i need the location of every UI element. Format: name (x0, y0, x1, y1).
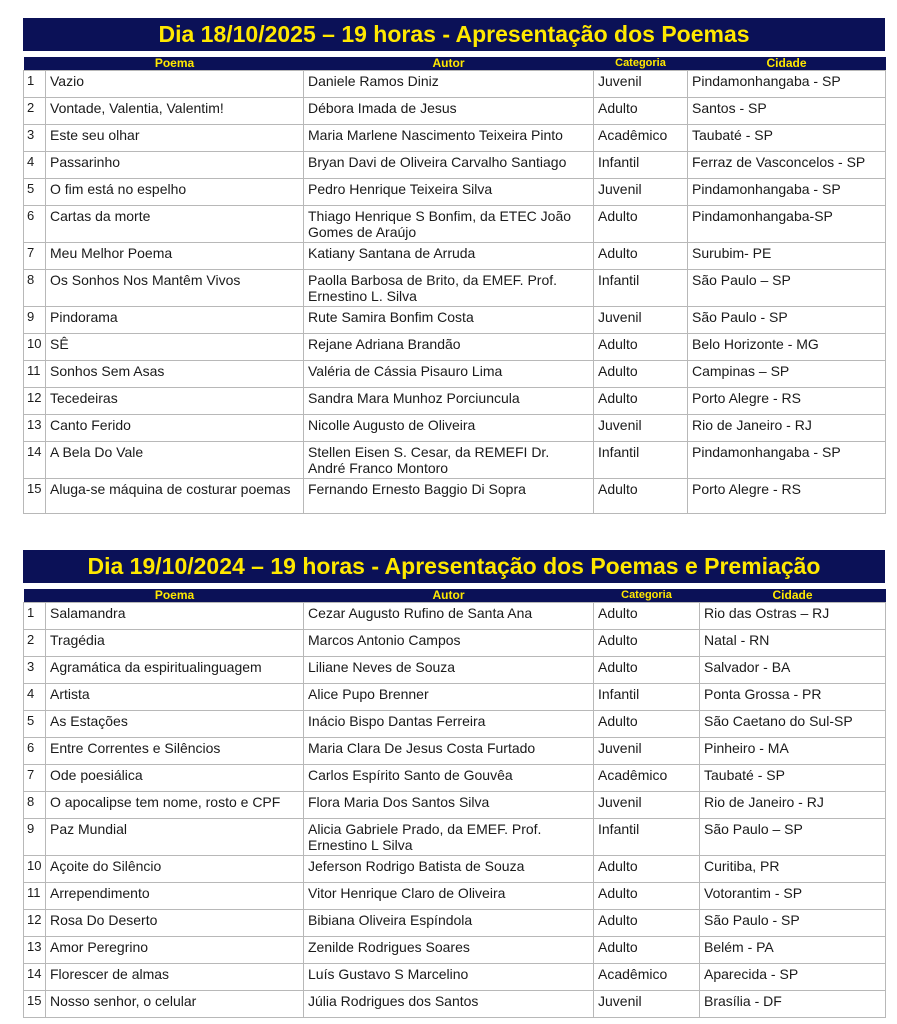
cell-poema: As Estações (46, 711, 304, 738)
cell-num: 14 (24, 964, 46, 991)
cell-num: 1 (24, 603, 46, 630)
cell-categoria: Adulto (594, 711, 700, 738)
cell-autor: Vitor Henrique Claro de Oliveira (304, 883, 594, 910)
cell-categoria: Adulto (594, 361, 688, 388)
cell-cidade: Rio de Janeiro - RJ (700, 792, 886, 819)
cell-categoria: Infantil (594, 819, 700, 856)
header-cidade: Cidade (700, 589, 886, 603)
table-row (24, 964, 886, 991)
cell-num: 8 (24, 792, 46, 819)
section-title: Dia 19/10/2024 – 19 horas - Apresentação dos Poemas e Premiação (23, 550, 885, 583)
table-row (24, 856, 886, 883)
cell-num: 11 (24, 361, 46, 388)
header-poema: Poema (46, 57, 304, 71)
cell-cidade: Taubaté - SP (700, 765, 886, 792)
cell-poema: Canto Ferido (46, 415, 304, 442)
table-row (24, 361, 886, 388)
cell-cidade: Pindamonhangaba - SP (688, 71, 886, 98)
table-row (24, 388, 886, 415)
table-header-row (24, 57, 886, 71)
table-row (24, 711, 886, 738)
cell-autor: Flora Maria Dos Santos Silva (304, 792, 594, 819)
table-row (24, 442, 886, 479)
cell-num: 7 (24, 765, 46, 792)
cell-num: 6 (24, 206, 46, 243)
table-row (24, 630, 886, 657)
cell-num: 2 (24, 630, 46, 657)
cell-categoria: Adulto (594, 603, 700, 630)
cell-autor: Paolla Barbosa de Brito, da EMEF. Prof. Ernestino L. Silva (304, 270, 594, 307)
cell-autor: Maria Marlene Nascimento Teixeira Pinto (304, 125, 594, 152)
section-day-1 (23, 18, 885, 514)
section-day-2 (23, 550, 885, 1018)
cell-categoria: Juvenil (594, 738, 700, 765)
header-categoria: Categoria (594, 57, 688, 71)
cell-categoria: Acadêmico (594, 125, 688, 152)
cell-poema: Paz Mundial (46, 819, 304, 856)
cell-num: 10 (24, 334, 46, 361)
table-row (24, 179, 886, 206)
cell-poema: Vontade, Valentia, Valentim! (46, 98, 304, 125)
cell-autor: Rejane Adriana Brandão (304, 334, 594, 361)
cell-num: 15 (24, 479, 46, 514)
cell-num: 14 (24, 442, 46, 479)
cell-categoria: Adulto (594, 479, 688, 514)
cell-poema: Entre Correntes e Silêncios (46, 738, 304, 765)
cell-autor: Débora Imada de Jesus (304, 98, 594, 125)
cell-poema: Rosa Do Deserto (46, 910, 304, 937)
cell-cidade: Porto Alegre - RS (688, 388, 886, 415)
cell-cidade: Rio de Janeiro - RJ (688, 415, 886, 442)
cell-cidade: Salvador - BA (700, 657, 886, 684)
cell-poema: Arrependimento (46, 883, 304, 910)
cell-num: 13 (24, 415, 46, 442)
cell-autor: Thiago Henrique S Bonfim, da ETEC João Gomes de Araújo (304, 206, 594, 243)
cell-cidade: Votorantim - SP (700, 883, 886, 910)
cell-categoria: Adulto (594, 856, 700, 883)
cell-categoria: Adulto (594, 243, 688, 270)
cell-poema: O apocalipse tem nome, rosto e CPF (46, 792, 304, 819)
cell-cidade: Pinheiro - MA (700, 738, 886, 765)
cell-autor: Sandra Mara Munhoz Porciuncula (304, 388, 594, 415)
cell-autor: Inácio Bispo Dantas Ferreira (304, 711, 594, 738)
cell-autor: Katiany Santana de Arruda (304, 243, 594, 270)
cell-cidade: Porto Alegre - RS (688, 479, 886, 514)
cell-cidade: Brasília - DF (700, 991, 886, 1018)
cell-num: 12 (24, 910, 46, 937)
cell-poema: Sonhos Sem Asas (46, 361, 304, 388)
cell-categoria: Juvenil (594, 792, 700, 819)
table-row (24, 910, 886, 937)
cell-autor: Rute Samira Bonfim Costa (304, 307, 594, 334)
cell-categoria: Adulto (594, 630, 700, 657)
cell-num: 3 (24, 125, 46, 152)
table-row (24, 657, 886, 684)
table-row (24, 334, 886, 361)
cell-categoria: Adulto (594, 883, 700, 910)
cell-categoria: Adulto (594, 334, 688, 361)
header-cidade: Cidade (688, 57, 886, 71)
table-body (24, 71, 886, 514)
cell-categoria: Adulto (594, 937, 700, 964)
cell-autor: Maria Clara De Jesus Costa Furtado (304, 738, 594, 765)
table-row (24, 243, 886, 270)
cell-categoria: Juvenil (594, 307, 688, 334)
cell-autor: Cezar Augusto Rufino de Santa Ana (304, 603, 594, 630)
cell-poema: Artista (46, 684, 304, 711)
cell-poema: Cartas da morte (46, 206, 304, 243)
cell-autor: Luís Gustavo S Marcelino (304, 964, 594, 991)
cell-cidade: Pindamonhangaba-SP (688, 206, 886, 243)
cell-autor: Marcos Antonio Campos (304, 630, 594, 657)
cell-num: 8 (24, 270, 46, 307)
table-row (24, 684, 886, 711)
cell-poema: SÊ (46, 334, 304, 361)
table-row (24, 415, 886, 442)
cell-poema: Amor Peregrino (46, 937, 304, 964)
cell-cidade: Natal - RN (700, 630, 886, 657)
cell-poema: Tecedeiras (46, 388, 304, 415)
cell-cidade: São Paulo – SP (700, 819, 886, 856)
cell-num: 9 (24, 307, 46, 334)
cell-num: 4 (24, 152, 46, 179)
cell-cidade: Campinas – SP (688, 361, 886, 388)
cell-num: 2 (24, 98, 46, 125)
cell-poema: Tragédia (46, 630, 304, 657)
cell-num: 3 (24, 657, 46, 684)
cell-categoria: Juvenil (594, 71, 688, 98)
header-num (24, 589, 46, 603)
table-row (24, 937, 886, 964)
cell-cidade: São Paulo – SP (688, 270, 886, 307)
cell-num: 12 (24, 388, 46, 415)
cell-categoria: Acadêmico (594, 765, 700, 792)
cell-autor: Bibiana Oliveira Espíndola (304, 910, 594, 937)
header-autor: Autor (304, 589, 594, 603)
cell-categoria: Infantil (594, 270, 688, 307)
cell-poema: Pindorama (46, 307, 304, 334)
cell-autor: Bryan Davi de Oliveira Carvalho Santiago (304, 152, 594, 179)
cell-num: 9 (24, 819, 46, 856)
table-row (24, 206, 886, 243)
table-row (24, 98, 886, 125)
cell-cidade: Ferraz de Vasconcelos - SP (688, 152, 886, 179)
cell-cidade: Ponta Grossa - PR (700, 684, 886, 711)
table-row (24, 792, 886, 819)
cell-poema: Passarinho (46, 152, 304, 179)
cell-poema: Vazio (46, 71, 304, 98)
table-row (24, 307, 886, 334)
table-row (24, 883, 886, 910)
cell-num: 7 (24, 243, 46, 270)
cell-categoria: Adulto (594, 657, 700, 684)
cell-autor: Pedro Henrique Teixeira Silva (304, 179, 594, 206)
cell-cidade: Pindamonhangaba - SP (688, 179, 886, 206)
cell-cidade: Curitiba, PR (700, 856, 886, 883)
cell-num: 13 (24, 937, 46, 964)
cell-cidade: Belo Horizonte - MG (688, 334, 886, 361)
cell-poema: Agramática da espiritualinguagem (46, 657, 304, 684)
cell-poema: Este seu olhar (46, 125, 304, 152)
table-body (24, 603, 886, 1018)
cell-num: 6 (24, 738, 46, 765)
cell-cidade: Belém - PA (700, 937, 886, 964)
cell-poema: Açoite do Silêncio (46, 856, 304, 883)
header-autor: Autor (304, 57, 594, 71)
cell-cidade: Taubaté - SP (688, 125, 886, 152)
header-poema: Poema (46, 589, 304, 603)
cell-autor: Alice Pupo Brenner (304, 684, 594, 711)
cell-categoria: Adulto (594, 388, 688, 415)
cell-poema: Aluga-se máquina de costurar poemas (46, 479, 304, 514)
cell-autor: Júlia Rodrigues dos Santos (304, 991, 594, 1018)
cell-autor: Valéria de Cássia Pisauro Lima (304, 361, 594, 388)
cell-num: 4 (24, 684, 46, 711)
table-header-row (24, 589, 886, 603)
cell-poema: Os Sonhos Nos Mantêm Vivos (46, 270, 304, 307)
cell-poema: Florescer de almas (46, 964, 304, 991)
table-row (24, 479, 886, 514)
table-row (24, 738, 886, 765)
table-row (24, 270, 886, 307)
cell-num: 15 (24, 991, 46, 1018)
cell-cidade: São Paulo - SP (700, 910, 886, 937)
header-categoria: Categoria (594, 589, 700, 603)
cell-autor: Stellen Eisen S. Cesar, da REMEFI Dr. André Franco Montoro (304, 442, 594, 479)
cell-categoria: Juvenil (594, 991, 700, 1018)
cell-categoria: Adulto (594, 206, 688, 243)
cell-cidade: Rio das Ostras – RJ (700, 603, 886, 630)
cell-poema: Nosso senhor, o celular (46, 991, 304, 1018)
section-title: Dia 18/10/2025 – 19 horas - Apresentação dos Poemas (23, 18, 885, 51)
table-row (24, 765, 886, 792)
cell-autor: Alicia Gabriele Prado, da EMEF. Prof. Ernestino L Silva (304, 819, 594, 856)
cell-autor: Carlos Espírito Santo de Gouvêa (304, 765, 594, 792)
cell-cidade: Surubim- PE (688, 243, 886, 270)
cell-categoria: Infantil (594, 152, 688, 179)
cell-categoria: Adulto (594, 910, 700, 937)
poems-table (23, 589, 886, 1018)
cell-categoria: Juvenil (594, 415, 688, 442)
cell-poema: Ode poesiálica (46, 765, 304, 792)
cell-num: 5 (24, 179, 46, 206)
table-row (24, 125, 886, 152)
cell-num: 10 (24, 856, 46, 883)
cell-categoria: Infantil (594, 442, 688, 479)
cell-cidade: São Caetano do Sul-SP (700, 711, 886, 738)
cell-autor: Liliane Neves de Souza (304, 657, 594, 684)
cell-poema: Meu Melhor Poema (46, 243, 304, 270)
cell-cidade: Santos - SP (688, 98, 886, 125)
cell-autor: Nicolle Augusto de Oliveira (304, 415, 594, 442)
cell-autor: Fernando Ernesto Baggio Di Sopra (304, 479, 594, 514)
header-num (24, 57, 46, 71)
cell-autor: Zenilde Rodrigues Soares (304, 937, 594, 964)
cell-categoria: Adulto (594, 98, 688, 125)
table-row (24, 152, 886, 179)
cell-categoria: Infantil (594, 684, 700, 711)
cell-categoria: Acadêmico (594, 964, 700, 991)
cell-autor: Daniele Ramos Diniz (304, 71, 594, 98)
cell-num: 1 (24, 71, 46, 98)
cell-cidade: Pindamonhangaba - SP (688, 442, 886, 479)
cell-poema: A Bela Do Vale (46, 442, 304, 479)
cell-poema: O fim está no espelho (46, 179, 304, 206)
table-row (24, 603, 886, 630)
cell-categoria: Juvenil (594, 179, 688, 206)
poems-table (23, 57, 886, 514)
cell-num: 11 (24, 883, 46, 910)
table-row (24, 991, 886, 1018)
cell-num: 5 (24, 711, 46, 738)
cell-cidade: São Paulo - SP (688, 307, 886, 334)
cell-poema: Salamandra (46, 603, 304, 630)
cell-autor: Jeferson Rodrigo Batista de Souza (304, 856, 594, 883)
cell-cidade: Aparecida - SP (700, 964, 886, 991)
table-row (24, 819, 886, 856)
table-row (24, 71, 886, 98)
